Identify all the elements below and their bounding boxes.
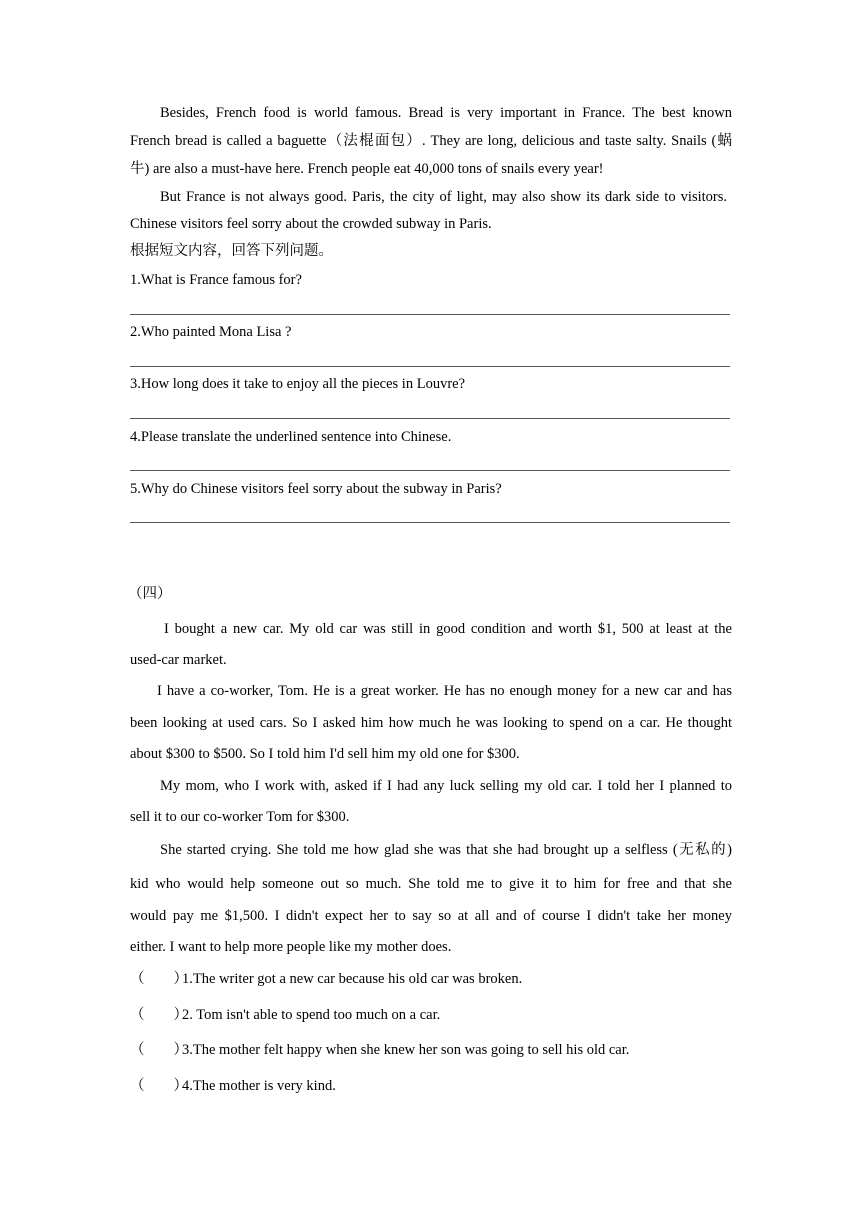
statement-3 [130, 1040, 732, 1060]
statement-1 [130, 969, 732, 989]
passage3-line-1: Besides, French food is world famous. Bread is very important in France. The best known [160, 105, 732, 121]
statement-text: 4.The mother is very kind. [182, 1078, 336, 1094]
answer-blank[interactable]: （ ） [130, 1078, 188, 1094]
passage4-line-4: been looking at used cars. So I asked him how much he was looking to spend on a car. He thought [130, 715, 732, 731]
question-2: 2.Who painted Mona Lisa ? [130, 324, 292, 340]
passage4-line-3: I have a co-worker, Tom. He is a great worker. He has no enough money for a new car and has [157, 683, 732, 699]
question-3: 3.How long does it take to enjoy all the pieces in Louvre? [130, 376, 466, 392]
answer-line-5[interactable] [130, 522, 730, 523]
section-heading: （四） [128, 586, 172, 602]
answer-line-4[interactable] [130, 470, 730, 471]
question-instruction: 根据短文内容，回答下列问题。 [130, 243, 333, 259]
passage3-line-5: Chinese visitors feel sorry about the crowded subway in Paris. [130, 216, 492, 232]
passage3-line-3: 牛) are also a must-have here. French people eat 40,000 tons of snails every year! [130, 161, 604, 177]
answer-blank[interactable]: （ ） [130, 1042, 188, 1058]
statement-text: 2. Tom isn't able to spend too much on a car. [182, 1007, 441, 1023]
answer-blank[interactable]: （ ） [130, 1007, 188, 1023]
answer-line-1[interactable] [130, 314, 730, 315]
question-4: 4.Please translate the underlined sentence into Chinese. [130, 429, 452, 445]
statement-text: 3.The mother felt happy when she knew her son was going to sell his old car. [182, 1042, 630, 1058]
answer-line-2[interactable] [130, 366, 730, 367]
statement-4 [130, 1076, 732, 1096]
statement-2 [130, 1005, 732, 1025]
answer-line-3[interactable] [130, 418, 730, 419]
answer-blank[interactable]: （ ） [130, 971, 188, 987]
passage4-line-11: either. I want to help more people like my mother does. [130, 939, 452, 955]
passage4-line-10: would pay me $1,500. I didn't expect her to say so at all and of course I didn't take her money [130, 908, 732, 924]
passage4-line-5: about $300 to $500. So I told him I'd sell him my old one for $300. [130, 746, 520, 762]
passage4-line-7: sell it to our co-worker Tom for $300. [130, 809, 350, 825]
passage4-line-2: used-car market. [130, 652, 227, 668]
question-5: 5.Why do Chinese visitors feel sorry about the subway in Paris? [130, 481, 502, 497]
statement-text: 1.The writer got a new car because his old car was broken. [182, 971, 523, 987]
passage4-line-6: My mom, who I work with, asked if I had any luck selling my old car. I told her I planned to [160, 778, 732, 794]
passage4-line-8: She started crying. She told me how glad she was that she had brought up a selfless (无私的) [160, 842, 732, 858]
passage3-line-4: But France is not always good. Paris, the city of light, may also show its dark side to visitors. [160, 189, 727, 205]
question-1: 1.What is France famous for? [130, 272, 302, 288]
passage4-line-9: kid who would help someone out so much. She told me to give it to him for free and that she [130, 876, 732, 892]
passage4-line-1: I bought a new car. My old car was still in good condition and worth $1, 500 at least at the [164, 621, 732, 637]
passage3-line-2: French bread is called a baguette（法棍面包）. They are long, delicious and taste salty. Snails (蜗 [130, 133, 732, 149]
